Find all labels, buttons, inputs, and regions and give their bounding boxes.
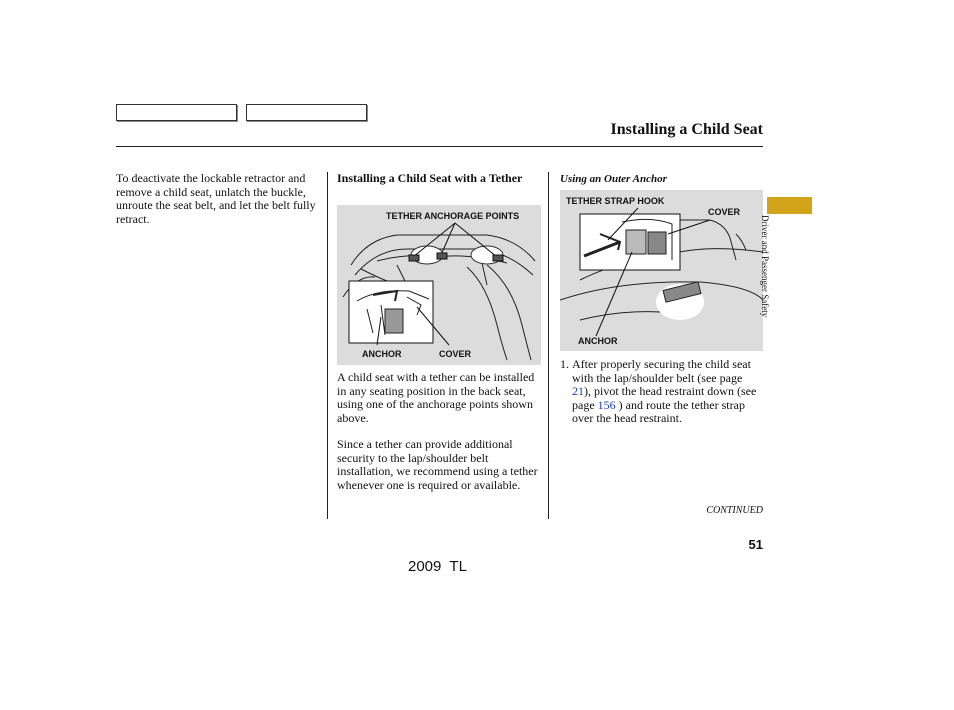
col2-heading: Installing a Child Seat with a Tether: [337, 171, 523, 185]
step-text-c: ) and route the tether strap over the head restraint.: [572, 397, 745, 425]
step-text-a: After properly securing the child seat with the lap/shoulder belt (see page: [572, 357, 751, 385]
figure-label-anchor: ANCHOR: [362, 349, 402, 359]
figure-label-tether-strap-hook: TETHER STRAP HOOK: [566, 196, 665, 206]
figure-label-tether-anchorage-points: TETHER ANCHORAGE POINTS: [386, 211, 520, 221]
model-label: 2009 TL: [408, 558, 467, 575]
outer-anchor-figure: [560, 190, 763, 351]
column-divider-1: [327, 172, 328, 519]
continued-label: CONTINUED: [706, 505, 763, 516]
col1-text: To deactivate the lockable retractor and remove a child seat, unlatch the buckle, unroute the seat belt, and let the belt fully retract.: [116, 171, 316, 226]
col3-heading: Using an Outer Anchor: [560, 173, 667, 185]
page-link-21[interactable]: 21: [572, 384, 584, 398]
section-tab[interactable]: [767, 197, 812, 214]
col2-para2: Since a tether can provide additional security to the lap/shoulder belt installation, we recommend using a tether whenever one is required or available.: [337, 437, 538, 492]
figure-label-cover: COVER: [708, 207, 741, 217]
col3-step-number: 1.: [560, 357, 569, 371]
page-number: 51: [748, 537, 763, 552]
page-title: Installing a Child Seat: [610, 121, 763, 138]
section-sidebar: [762, 215, 792, 360]
nav-button-left[interactable]: [116, 104, 237, 121]
step-text-b: ), pivot the head restraint down (see page: [572, 384, 757, 412]
col3-step-text: [572, 358, 764, 426]
header-rule: [116, 146, 763, 147]
section-label: Driver and Passenger Safety: [760, 215, 770, 318]
tether-anchorage-figure: [337, 205, 541, 365]
rear-seat-illustration: [337, 205, 541, 365]
figure-label-cover: COVER: [439, 349, 472, 359]
figure-label-anchor: ANCHOR: [578, 336, 618, 346]
page-link-156[interactable]: 156: [597, 397, 616, 412]
nav-button-right[interactable]: [246, 104, 367, 121]
col2-para1: A child seat with a tether can be installed in any seating position in the back seat, using one of the anchorage points shown above.: [337, 370, 535, 425]
column-divider-2: [548, 172, 549, 519]
